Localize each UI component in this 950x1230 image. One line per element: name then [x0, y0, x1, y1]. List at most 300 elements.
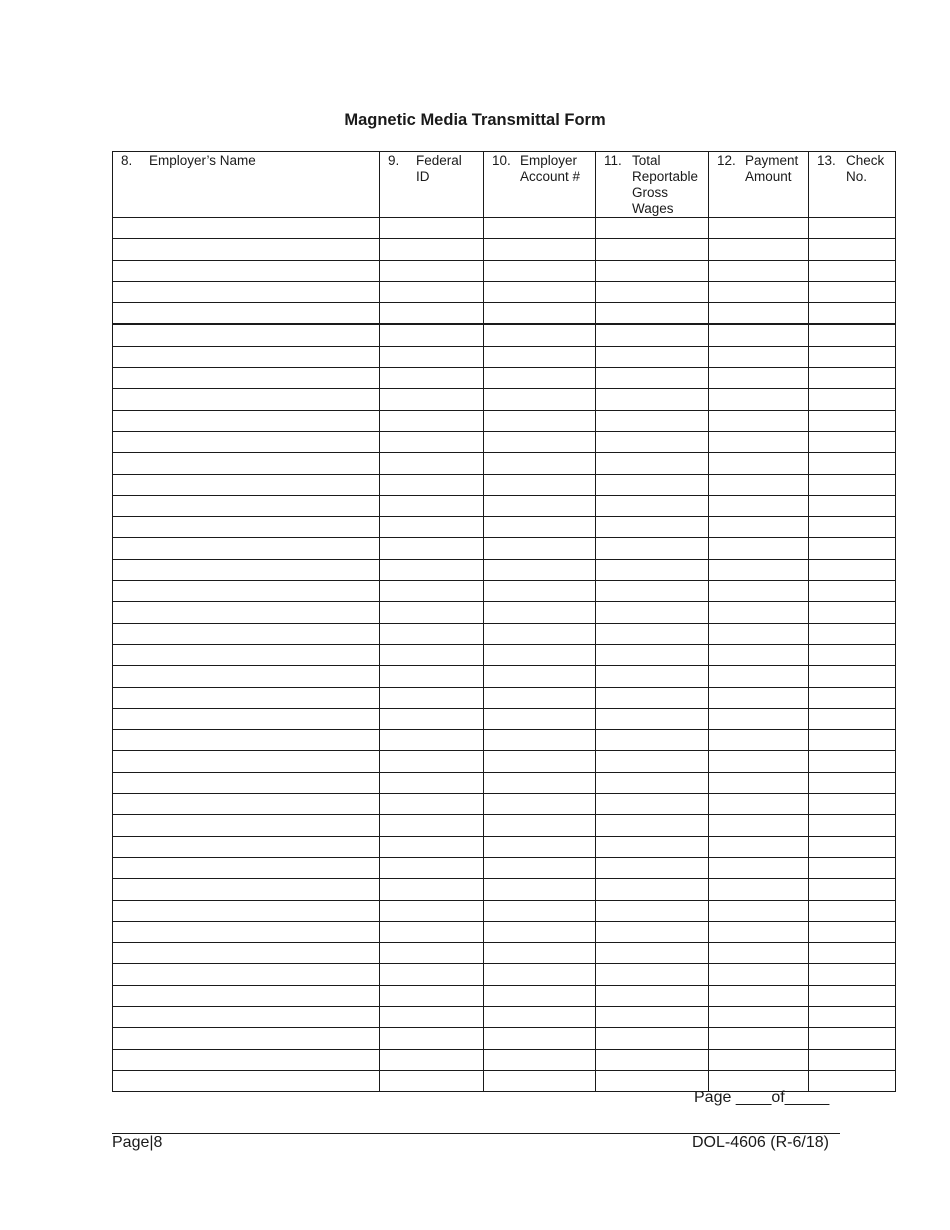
table-row — [113, 1049, 896, 1070]
table-row — [113, 218, 896, 239]
employer-account-cell[interactable] — [484, 1070, 596, 1091]
header-federal-id — [380, 152, 484, 218]
payment-amount-cell[interactable] — [709, 1049, 809, 1070]
federal-id-cell[interactable] — [380, 751, 484, 772]
check-no-cell[interactable] — [809, 1049, 896, 1070]
payment-amount-cell[interactable] — [709, 281, 809, 302]
table-row — [113, 239, 896, 260]
employer-account-cell[interactable] — [484, 538, 596, 559]
employer-account-cell[interactable] — [484, 666, 596, 687]
federal-id-cell[interactable] — [380, 453, 484, 474]
employer-account-cell[interactable] — [484, 964, 596, 985]
employer-account-cell[interactable] — [484, 324, 596, 346]
employer-account-cell[interactable] — [484, 239, 596, 260]
federal-id-cell[interactable] — [380, 794, 484, 815]
total-wages-cell[interactable] — [596, 303, 709, 325]
employer-name-cell[interactable] — [113, 687, 380, 708]
payment-amount-cell[interactable] — [709, 602, 809, 623]
total-wages-cell[interactable] — [596, 857, 709, 878]
federal-id-cell[interactable] — [380, 324, 484, 346]
federal-id-cell[interactable] — [380, 964, 484, 985]
total-wages-cell[interactable] — [596, 687, 709, 708]
table-row — [113, 602, 896, 623]
payment-amount-cell[interactable] — [709, 900, 809, 921]
federal-id-cell[interactable] — [380, 303, 484, 325]
check-no-cell[interactable] — [809, 921, 896, 942]
employer-account-cell[interactable] — [484, 772, 596, 793]
payment-amount-cell[interactable] — [709, 389, 809, 410]
table-row — [113, 324, 896, 346]
employer-account-cell[interactable] — [484, 794, 596, 815]
check-no-cell[interactable] — [809, 687, 896, 708]
employer-name-cell[interactable] — [113, 985, 380, 1006]
employer-name-cell[interactable] — [113, 346, 380, 367]
total-wages-cell[interactable] — [596, 559, 709, 580]
header-number: 12. — [717, 153, 736, 168]
payment-amount-cell[interactable] — [709, 730, 809, 751]
employer-name-cell[interactable] — [113, 644, 380, 665]
total-wages-cell[interactable] — [596, 368, 709, 389]
payment-amount-cell[interactable] — [709, 495, 809, 516]
total-wages-cell[interactable] — [596, 985, 709, 1006]
total-wages-cell[interactable] — [596, 921, 709, 942]
check-no-cell[interactable] — [809, 538, 896, 559]
payment-amount-cell[interactable] — [709, 218, 809, 239]
header-check-no — [809, 152, 896, 218]
check-no-cell[interactable] — [809, 730, 896, 751]
check-no-cell[interactable] — [809, 346, 896, 367]
total-wages-cell[interactable] — [596, 751, 709, 772]
employer-account-cell[interactable] — [484, 900, 596, 921]
check-no-cell[interactable] — [809, 260, 896, 281]
page-of-field: Page ____of_____ — [694, 1089, 830, 1106]
total-wages-cell[interactable] — [596, 730, 709, 751]
check-no-cell[interactable] — [809, 431, 896, 452]
check-no-cell[interactable] — [809, 303, 896, 325]
table-row — [113, 389, 896, 410]
table-header-row — [113, 152, 896, 218]
payment-amount-cell[interactable] — [709, 303, 809, 325]
payment-amount-cell[interactable] — [709, 260, 809, 281]
payment-amount-cell[interactable] — [709, 1006, 809, 1027]
payment-amount-cell[interactable] — [709, 964, 809, 985]
payment-amount-cell[interactable] — [709, 410, 809, 431]
employer-account-cell[interactable] — [484, 623, 596, 644]
table-row — [113, 474, 896, 495]
employer-account-cell[interactable] — [484, 687, 596, 708]
federal-id-cell[interactable] — [380, 1028, 484, 1049]
table-row — [113, 815, 896, 836]
table-row — [113, 559, 896, 580]
federal-id-cell[interactable] — [380, 921, 484, 942]
check-no-cell[interactable] — [809, 751, 896, 772]
total-wages-cell[interactable] — [596, 474, 709, 495]
total-wages-cell[interactable] — [596, 453, 709, 474]
employer-name-cell[interactable] — [113, 431, 380, 452]
check-no-cell[interactable] — [809, 1006, 896, 1027]
federal-id-cell[interactable] — [380, 879, 484, 900]
header-label: Total Reportable Gross Wages — [632, 153, 699, 216]
check-no-cell[interactable] — [809, 900, 896, 921]
federal-id-cell[interactable] — [380, 1070, 484, 1091]
table-row — [113, 836, 896, 857]
employer-name-cell[interactable] — [113, 1049, 380, 1070]
total-wages-cell[interactable] — [596, 410, 709, 431]
employer-name-cell[interactable] — [113, 495, 380, 516]
header-label: Federal ID — [416, 153, 462, 184]
total-wages-cell[interactable] — [596, 623, 709, 644]
table-row — [113, 772, 896, 793]
payment-amount-cell[interactable] — [709, 985, 809, 1006]
employer-account-cell[interactable] — [484, 517, 596, 538]
transmittal-table — [112, 151, 896, 1092]
table-row — [113, 921, 896, 942]
header-label: Employer’s Name — [149, 153, 256, 168]
federal-id-cell[interactable] — [380, 900, 484, 921]
check-no-cell[interactable] — [809, 368, 896, 389]
check-no-cell[interactable] — [809, 836, 896, 857]
table-row — [113, 644, 896, 665]
federal-id-cell[interactable] — [380, 836, 484, 857]
total-wages-cell[interactable] — [596, 324, 709, 346]
employer-name-cell[interactable] — [113, 666, 380, 687]
federal-id-cell[interactable] — [380, 730, 484, 751]
check-no-cell[interactable] — [809, 985, 896, 1006]
payment-amount-cell[interactable] — [709, 239, 809, 260]
payment-amount-cell[interactable] — [709, 623, 809, 644]
payment-amount-cell[interactable] — [709, 324, 809, 346]
employer-account-cell[interactable] — [484, 708, 596, 729]
check-no-cell[interactable] — [809, 623, 896, 644]
federal-id-cell[interactable] — [380, 857, 484, 878]
federal-id-cell[interactable] — [380, 666, 484, 687]
federal-id-cell[interactable] — [380, 474, 484, 495]
payment-amount-cell[interactable] — [709, 1028, 809, 1049]
table-row — [113, 581, 896, 602]
employer-account-cell[interactable] — [484, 985, 596, 1006]
federal-id-cell[interactable] — [380, 559, 484, 580]
employer-name-cell[interactable] — [113, 474, 380, 495]
employer-name-cell[interactable] — [113, 857, 380, 878]
employer-name-cell[interactable] — [113, 303, 380, 325]
total-wages-cell[interactable] — [596, 772, 709, 793]
federal-id-cell[interactable] — [380, 581, 484, 602]
table-row — [113, 495, 896, 516]
total-wages-cell[interactable] — [596, 581, 709, 602]
employer-name-cell[interactable] — [113, 410, 380, 431]
table-row — [113, 794, 896, 815]
total-wages-cell[interactable] — [596, 602, 709, 623]
federal-id-cell[interactable] — [380, 260, 484, 281]
total-wages-cell[interactable] — [596, 517, 709, 538]
federal-id-cell[interactable] — [380, 602, 484, 623]
payment-amount-cell[interactable] — [709, 772, 809, 793]
table-row — [113, 751, 896, 772]
employer-account-cell[interactable] — [484, 857, 596, 878]
employer-name-cell[interactable] — [113, 943, 380, 964]
employer-account-cell[interactable] — [484, 346, 596, 367]
employer-name-cell[interactable] — [113, 538, 380, 559]
total-wages-cell[interactable] — [596, 708, 709, 729]
table-row — [113, 538, 896, 559]
employer-account-cell[interactable] — [484, 1028, 596, 1049]
employer-account-cell[interactable] — [484, 730, 596, 751]
employer-account-cell[interactable] — [484, 281, 596, 302]
employer-name-cell[interactable] — [113, 581, 380, 602]
federal-id-cell[interactable] — [380, 772, 484, 793]
payment-amount-cell[interactable] — [709, 687, 809, 708]
header-label: Payment Amount — [745, 153, 799, 184]
federal-id-cell[interactable] — [380, 644, 484, 665]
table-row — [113, 623, 896, 644]
employer-name-cell[interactable] — [113, 623, 380, 644]
employer-name-cell[interactable] — [113, 794, 380, 815]
check-no-cell[interactable] — [809, 581, 896, 602]
header-number: 11. — [604, 153, 622, 168]
federal-id-cell[interactable] — [380, 623, 484, 644]
check-no-cell[interactable] — [809, 794, 896, 815]
employer-account-cell[interactable] — [484, 559, 596, 580]
total-wages-cell[interactable] — [596, 644, 709, 665]
federal-id-cell[interactable] — [380, 239, 484, 260]
federal-id-cell[interactable] — [380, 687, 484, 708]
table-row — [113, 303, 896, 325]
header-number: 10. — [492, 153, 511, 168]
check-no-cell[interactable] — [809, 708, 896, 729]
employer-account-cell[interactable] — [484, 474, 596, 495]
total-wages-cell[interactable] — [596, 431, 709, 452]
employer-name-cell[interactable] — [113, 324, 380, 346]
employer-account-cell[interactable] — [484, 1049, 596, 1070]
total-wages-cell[interactable] — [596, 836, 709, 857]
table-row — [113, 943, 896, 964]
check-no-cell[interactable] — [809, 218, 896, 239]
federal-id-cell[interactable] — [380, 431, 484, 452]
total-wages-cell[interactable] — [596, 666, 709, 687]
total-wages-cell[interactable] — [596, 900, 709, 921]
employer-account-cell[interactable] — [484, 921, 596, 942]
federal-id-cell[interactable] — [380, 815, 484, 836]
employer-name-cell[interactable] — [113, 239, 380, 260]
employer-name-cell[interactable] — [113, 879, 380, 900]
table-row — [113, 1028, 896, 1049]
payment-amount-cell[interactable] — [709, 794, 809, 815]
table-row — [113, 260, 896, 281]
check-no-cell[interactable] — [809, 495, 896, 516]
payment-amount-cell[interactable] — [709, 559, 809, 580]
check-no-cell[interactable] — [809, 239, 896, 260]
federal-id-cell[interactable] — [380, 708, 484, 729]
federal-id-cell[interactable] — [380, 281, 484, 302]
payment-amount-cell[interactable] — [709, 943, 809, 964]
check-no-cell[interactable] — [809, 943, 896, 964]
check-no-cell[interactable] — [809, 453, 896, 474]
employer-name-cell[interactable] — [113, 559, 380, 580]
table-row — [113, 410, 896, 431]
payment-amount-cell[interactable] — [709, 431, 809, 452]
employer-account-cell[interactable] — [484, 410, 596, 431]
employer-name-cell[interactable] — [113, 389, 380, 410]
employer-name-cell[interactable] — [113, 1070, 380, 1091]
header-employer-account — [484, 152, 596, 218]
total-wages-cell[interactable] — [596, 538, 709, 559]
table-row — [113, 453, 896, 474]
payment-amount-cell[interactable] — [709, 879, 809, 900]
table-row — [113, 900, 896, 921]
header-number: 9. — [388, 153, 400, 168]
header-number: 8. — [121, 153, 133, 168]
federal-id-cell[interactable] — [380, 346, 484, 367]
footer-page-number: Page|8 — [112, 1134, 163, 1151]
federal-id-cell[interactable] — [380, 943, 484, 964]
employer-account-cell[interactable] — [484, 453, 596, 474]
table-row — [113, 879, 896, 900]
payment-amount-cell[interactable] — [709, 538, 809, 559]
federal-id-cell[interactable] — [380, 389, 484, 410]
employer-name-cell[interactable] — [113, 602, 380, 623]
payment-amount-cell[interactable] — [709, 921, 809, 942]
employer-account-cell[interactable] — [484, 368, 596, 389]
header-number: 13. — [817, 153, 836, 168]
table-body — [113, 218, 896, 1092]
employer-account-cell[interactable] — [484, 303, 596, 325]
federal-id-cell[interactable] — [380, 218, 484, 239]
payment-amount-cell[interactable] — [709, 751, 809, 772]
payment-amount-cell[interactable] — [709, 368, 809, 389]
total-wages-cell[interactable] — [596, 943, 709, 964]
employer-account-cell[interactable] — [484, 260, 596, 281]
federal-id-cell[interactable] — [380, 410, 484, 431]
employer-name-cell[interactable] — [113, 708, 380, 729]
check-no-cell[interactable] — [809, 1028, 896, 1049]
employer-account-cell[interactable] — [484, 389, 596, 410]
federal-id-cell[interactable] — [380, 1006, 484, 1027]
employer-name-cell[interactable] — [113, 368, 380, 389]
employer-name-cell[interactable] — [113, 260, 380, 281]
payment-amount-cell[interactable] — [709, 453, 809, 474]
employer-name-cell[interactable] — [113, 1006, 380, 1027]
employer-account-cell[interactable] — [484, 879, 596, 900]
check-no-cell[interactable] — [809, 815, 896, 836]
total-wages-cell[interactable] — [596, 794, 709, 815]
federal-id-cell[interactable] — [380, 495, 484, 516]
employer-name-cell[interactable] — [113, 815, 380, 836]
payment-amount-cell[interactable] — [709, 644, 809, 665]
footer-form-code: DOL-4606 (R-6/18) — [692, 1134, 829, 1151]
employer-name-cell[interactable] — [113, 900, 380, 921]
total-wages-cell[interactable] — [596, 389, 709, 410]
federal-id-cell[interactable] — [380, 985, 484, 1006]
payment-amount-cell[interactable] — [709, 666, 809, 687]
check-no-cell[interactable] — [809, 644, 896, 665]
payment-amount-cell[interactable] — [709, 857, 809, 878]
employer-name-cell[interactable] — [113, 836, 380, 857]
table-row — [113, 368, 896, 389]
check-no-cell[interactable] — [809, 474, 896, 495]
employer-account-cell[interactable] — [484, 602, 596, 623]
employer-account-cell[interactable] — [484, 495, 596, 516]
employer-name-cell[interactable] — [113, 751, 380, 772]
table-row — [113, 985, 896, 1006]
payment-amount-cell[interactable] — [709, 815, 809, 836]
employer-account-cell[interactable] — [484, 581, 596, 602]
total-wages-cell[interactable] — [596, 495, 709, 516]
federal-id-cell[interactable] — [380, 1049, 484, 1070]
check-no-cell[interactable] — [809, 324, 896, 346]
employer-name-cell[interactable] — [113, 964, 380, 985]
federal-id-cell[interactable] — [380, 368, 484, 389]
employer-account-cell[interactable] — [484, 218, 596, 239]
table-row — [113, 517, 896, 538]
table-row — [113, 687, 896, 708]
federal-id-cell[interactable] — [380, 538, 484, 559]
employer-account-cell[interactable] — [484, 836, 596, 857]
table-row — [113, 666, 896, 687]
total-wages-cell[interactable] — [596, 218, 709, 239]
check-no-cell[interactable] — [809, 666, 896, 687]
employer-account-cell[interactable] — [484, 815, 596, 836]
employer-account-cell[interactable] — [484, 431, 596, 452]
employer-name-cell[interactable] — [113, 281, 380, 302]
table-row — [113, 431, 896, 452]
total-wages-cell[interactable] — [596, 281, 709, 302]
check-no-cell[interactable] — [809, 410, 896, 431]
check-no-cell[interactable] — [809, 772, 896, 793]
total-wages-cell[interactable] — [596, 879, 709, 900]
payment-amount-cell[interactable] — [709, 474, 809, 495]
employer-name-cell[interactable] — [113, 517, 380, 538]
payment-amount-cell[interactable] — [709, 346, 809, 367]
employer-name-cell[interactable] — [113, 218, 380, 239]
table-row — [113, 281, 896, 302]
total-wages-cell[interactable] — [596, 1070, 709, 1091]
table-row — [113, 857, 896, 878]
payment-amount-cell[interactable] — [709, 836, 809, 857]
check-no-cell[interactable] — [809, 879, 896, 900]
check-no-cell[interactable] — [809, 964, 896, 985]
employer-name-cell[interactable] — [113, 772, 380, 793]
payment-amount-cell[interactable] — [709, 708, 809, 729]
total-wages-cell[interactable] — [596, 346, 709, 367]
payment-amount-cell[interactable] — [709, 517, 809, 538]
federal-id-cell[interactable] — [380, 517, 484, 538]
employer-name-cell[interactable] — [113, 730, 380, 751]
employer-account-cell[interactable] — [484, 1006, 596, 1027]
employer-name-cell[interactable] — [113, 921, 380, 942]
total-wages-cell[interactable] — [596, 1028, 709, 1049]
check-no-cell[interactable] — [809, 602, 896, 623]
employer-name-cell[interactable] — [113, 1028, 380, 1049]
employer-account-cell[interactable] — [484, 751, 596, 772]
employer-name-cell[interactable] — [113, 453, 380, 474]
employer-account-cell[interactable] — [484, 644, 596, 665]
check-no-cell[interactable] — [809, 389, 896, 410]
employer-account-cell[interactable] — [484, 943, 596, 964]
check-no-cell[interactable] — [809, 857, 896, 878]
payment-amount-cell[interactable] — [709, 581, 809, 602]
table-row — [113, 964, 896, 985]
total-wages-cell[interactable] — [596, 260, 709, 281]
check-no-cell[interactable] — [809, 559, 896, 580]
total-wages-cell[interactable] — [596, 964, 709, 985]
check-no-cell[interactable] — [809, 517, 896, 538]
check-no-cell[interactable] — [809, 281, 896, 302]
total-wages-cell[interactable] — [596, 815, 709, 836]
total-wages-cell[interactable] — [596, 239, 709, 260]
total-wages-cell[interactable] — [596, 1006, 709, 1027]
header-label: Check No. — [846, 153, 885, 184]
total-wages-cell[interactable] — [596, 1049, 709, 1070]
